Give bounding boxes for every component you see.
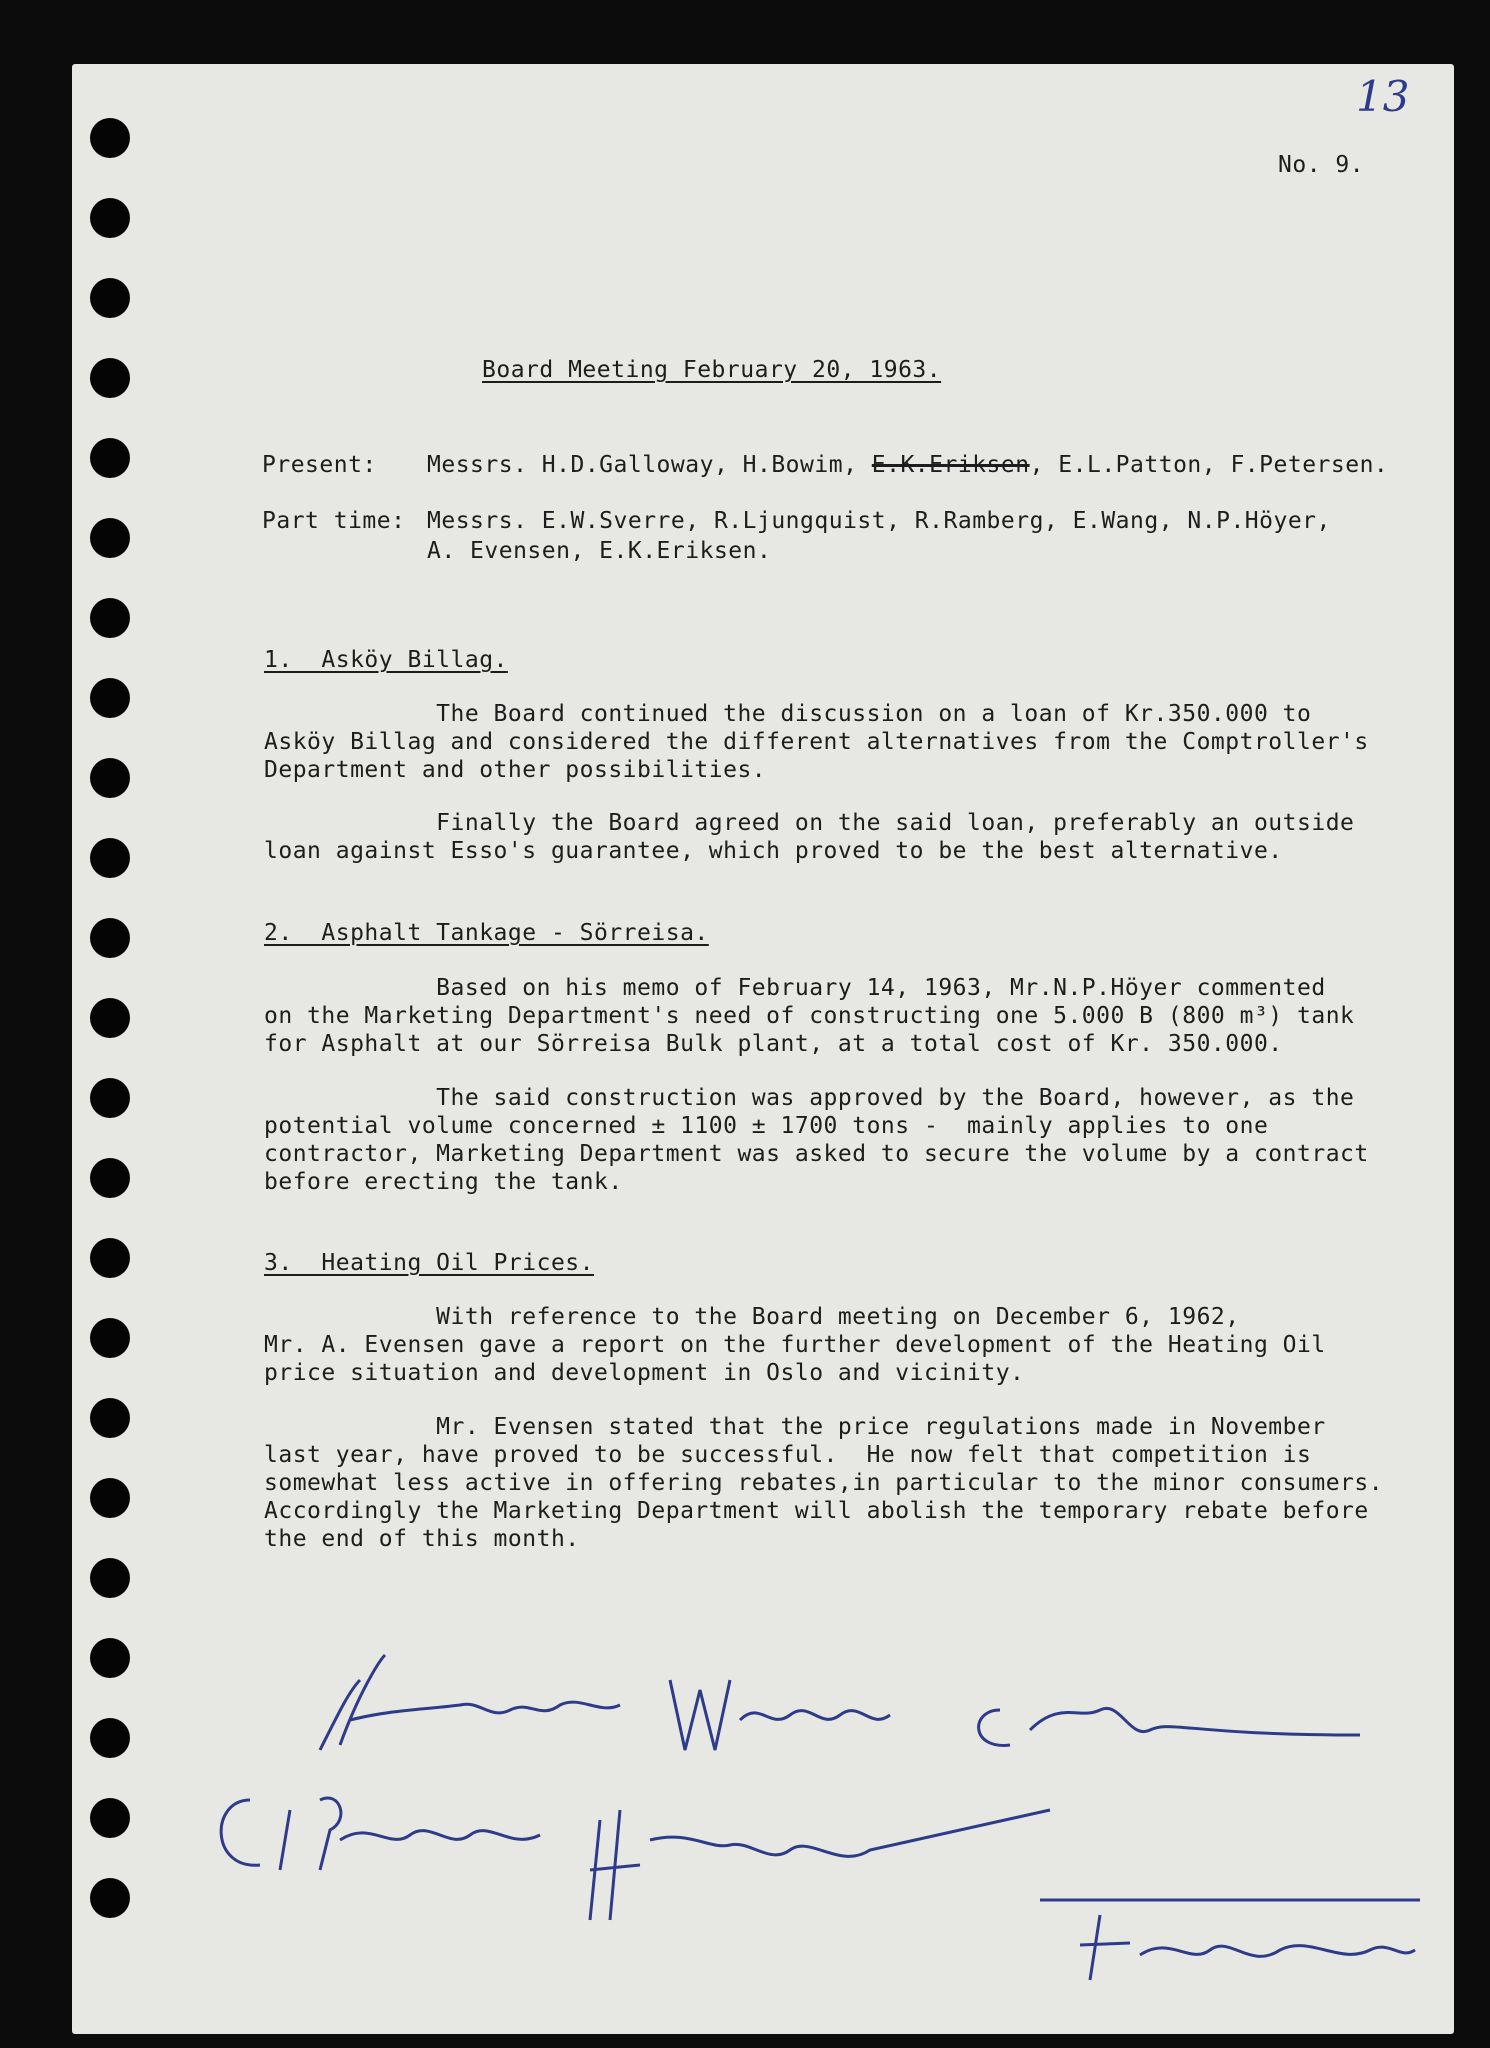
present-names-before: Messrs. H.D.Galloway, H.Bowim, (427, 452, 872, 478)
punch-hole (90, 358, 130, 398)
punch-hole (90, 1638, 130, 1678)
signature-petersen (1040, 1895, 1420, 1985)
signature-eriksen (960, 1680, 1360, 1770)
punch-hole (90, 838, 130, 878)
paragraph: Based on his memo of February 14, 1963, Mr.N.P.Höyer commented on the Marketing Department's need of constructing one 5.000 B (800 m³) tank for Asphalt at our Sörreisa Bulk plant, at a total cost of Kr. 350.000. (264, 975, 1355, 1057)
punch-hole (90, 1078, 130, 1118)
punch-hole (90, 1158, 130, 1198)
present-names-after: , E.L.Patton, F.Petersen. (1029, 452, 1389, 478)
punch-hole (90, 1318, 130, 1358)
punch-hole (90, 1798, 130, 1838)
punch-hole (90, 918, 130, 958)
present-names (427, 452, 1388, 478)
section-heading: 3. Heating Oil Prices. (264, 1250, 594, 1276)
punch-hole (90, 118, 130, 158)
punch-hole (90, 998, 130, 1038)
part-time-line-1: Messrs. E.W.Sverre, R.Ljungquist, R.Ramberg, E.Wang, N.P.Höyer, (427, 508, 1331, 534)
paragraph: The Board continued the discussion on a loan of Kr.350.000 to Asköy Billag and considered the different alternatives from the Comptroller's Department and other possibilities. (264, 701, 1369, 783)
section-heading: 2. Asphalt Tankage - Sörreisa. (264, 920, 709, 946)
paragraph: Finally the Board agreed on the said loan, preferably an outside loan against Esso's guarantee, which proved to be the best alternative. (264, 810, 1355, 864)
present-label: Present: (262, 452, 377, 478)
signature-bowim (300, 1650, 640, 1770)
part-time-line-2: A. Evensen, E.K.Eriksen. (427, 538, 772, 564)
paragraph: The said construction was approved by the Board, however, as the potential volume concerned ± 1100 ± 1700 tons - mainly applies to one contractor, Marketing Department was asked to secure the volume by a contract before erecting the tank. (264, 1085, 1369, 1195)
handwritten-page-number: 13 (1356, 72, 1410, 121)
signature-sverre (660, 1660, 900, 1770)
punch-hole (90, 278, 130, 318)
punch-holes (90, 0, 130, 2048)
punch-hole (90, 1478, 130, 1518)
punch-hole (90, 758, 130, 798)
punch-hole (90, 598, 130, 638)
paragraph: Mr. Evensen stated that the price regulations made in November last year, have proved to be successful. He now felt that competition is somewhat less active in offering rebates,in particular to the minor consumers. Accordingly the Marketing Department will abolish the temporary rebate before the end of this month. (264, 1414, 1384, 1552)
punch-hole (90, 1558, 130, 1598)
punch-hole (90, 438, 130, 478)
signature-galloway (580, 1790, 1060, 1930)
punch-hole (90, 678, 130, 718)
punch-hole (90, 1238, 130, 1278)
punch-hole (90, 518, 130, 558)
document-number: No. 9. (1278, 152, 1365, 178)
punch-hole (90, 1878, 130, 1918)
punch-hole (90, 1398, 130, 1438)
paragraph: With reference to the Board meeting on December 6, 1962, Mr. A. Evensen gave a report on the further development of the Heating Oil price situation and development in Oslo and vicinity. (264, 1304, 1326, 1386)
part-time-label: Part time: (262, 508, 406, 534)
section-heading: 1. Asköy Billag. (264, 647, 508, 673)
page-title: Board Meeting February 20, 1963. (482, 357, 942, 383)
struck-name: E.K.Eriksen (871, 452, 1030, 478)
signature-patton (210, 1780, 550, 1890)
punch-hole (90, 198, 130, 238)
punch-hole (90, 1718, 130, 1758)
